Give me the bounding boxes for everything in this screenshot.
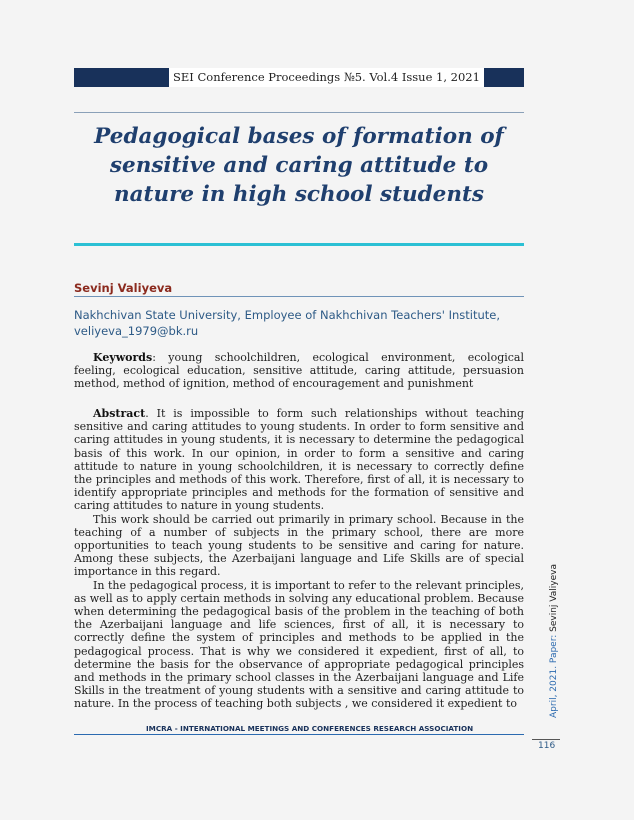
title-divider [74,243,524,246]
side-citation-author: Sevinj Valiyeva [549,564,559,632]
abstract-block [74,407,524,711]
author-email: veliyeva_1979@bk.ru [74,323,199,338]
abstract-label: Abstract [93,407,146,420]
body-paragraph-2: This work should be carried out primarily in primary school. Because in the teaching of a number of subjects in the primary school, there are more opportunities to teach young students to be sensitive and caring for nature. Among these subjects, the Azerbaijani language and Life Skills are of special importance in this regard. [74,512,524,579]
abstract-text: . It is impossible to form such relationships without teaching sensitive and caring attitudes to young students. In order to form sensitive and caring attitudes in young students, it is necessary to determine the pedagogical basis of this work. In our opinion, in order to form a sensitive and caring attitude to nature in young schoolchildren, it is necessary to correctly define the principles and methods of this work. Therefore, first of all, it is necessary to identify appropriate principles and methods for the formation of sensitive and caring attitudes to nature in young students. [74,407,524,513]
author-divider [74,296,524,297]
keywords-text: : young schoolchildren, ecological environment, ecological feeling, ecological education, sensitive attitude, caring attitude, persuasion method, method of ignition, method of encouragement and punishment [74,351,524,391]
top-divider [74,112,524,113]
affiliation-block [74,308,524,339]
side-citation [549,564,559,718]
page-number: 116 [538,741,556,751]
affiliation: Nakhchivan State University, Employee of Nakhchivan Teachers' Institute, [74,308,500,322]
paper-title: Pedagogical bases of formation of sensitive and caring attitude to nature in high school students [94,124,504,207]
page-number-rule [532,739,560,740]
footer-association: IMCRA - INTERNATIONAL MEETINGS AND CONFERENCES RESEARCH ASSOCIATION [146,724,474,733]
author-name: Sevinj Valiyeva [74,281,173,295]
side-citation-prefix: April, 2021. Paper: [549,631,559,718]
keywords-label: Keywords [93,351,153,364]
proceedings-header: SEI Conference Proceedings №5. Vol.4 Issue 1, 2021 [169,68,484,87]
body-paragraph-3: In the pedagogical process, it is important to refer to the relevant principles, as well as to apply certain methods in solving any educational problem. Because when determining the pedagogical basis of the problem in the teaching of both the Azerbaijani language and life sciences, first of all, it is necessary to correctly define the system of principles and methods to be applied in the pedagogical process. That is why we considered it expedient, first of all, to determine the basis for the observance of appropriate pedagogical principles and methods in the primary school classes in the Azerbaijani language and Life Skills in the treatment of young students with a sensitive and caring attitude to nature. In the process of teaching both subjects , we considered it expedient to [74,578,524,711]
keywords-block [74,351,524,391]
footer-divider [74,734,524,735]
